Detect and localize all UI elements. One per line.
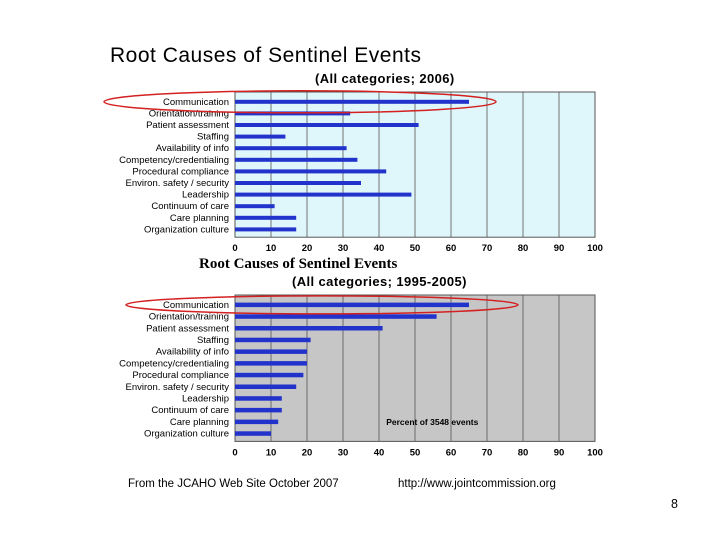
category-label: Care planning: [169, 416, 229, 428]
bar-staffing: [235, 135, 285, 139]
x-tick-label: 30: [337, 447, 349, 459]
x-tick-label: 40: [373, 447, 385, 459]
x-tick-label: 80: [517, 447, 529, 459]
x-tick-label: 0: [232, 243, 238, 255]
category-label: Care planning: [169, 212, 229, 224]
x-tick-label: 70: [481, 447, 493, 459]
x-tick-label: 60: [445, 243, 457, 255]
bar-continuum-of-care: [235, 204, 275, 208]
chart-1995-2005-subtitle: (All categories; 1995-2005): [292, 274, 467, 289]
x-tick-label: 100: [587, 447, 603, 459]
x-tick-label: 80: [517, 243, 529, 255]
category-label: Patient assessment: [146, 323, 229, 335]
category-label: Organization culture: [143, 428, 229, 440]
bar-environ-safety-security: [235, 181, 361, 185]
chart-2006: [70, 86, 610, 255]
bar-organization-culture: [235, 431, 271, 436]
bar-availability-of-info: [235, 349, 307, 354]
category-label: Competency/credentialing: [119, 358, 229, 370]
bar-environ-safety-security: [235, 385, 296, 390]
page-number: 8: [671, 497, 678, 511]
bar-communication: [235, 303, 469, 308]
category-label: Environ. safety / security: [125, 381, 229, 393]
bar-procedural-compliance: [235, 373, 303, 378]
category-label: Procedural compliance: [132, 370, 229, 382]
category-label: Continuum of care: [151, 405, 229, 417]
annotation-label: Percent of 3548 events: [386, 416, 479, 427]
category-label: Orientation/training: [148, 108, 229, 120]
bar-care-planning: [235, 216, 296, 220]
bar-organization-culture: [235, 227, 296, 231]
slide-title: Root Causes of Sentinel Events: [110, 44, 422, 67]
x-tick-label: 60: [445, 447, 457, 459]
category-label: Leadership: [181, 393, 229, 405]
category-label: Availability of info: [155, 143, 229, 155]
footer-url-link[interactable]: http://www.jointcommission.org: [398, 478, 556, 490]
x-tick-label: 50: [409, 447, 421, 459]
x-tick-label: 100: [587, 243, 603, 255]
category-label: Staffing: [196, 334, 229, 346]
x-tick-label: 90: [553, 447, 565, 459]
x-tick-label: 10: [265, 447, 277, 459]
x-tick-label: 20: [301, 243, 313, 255]
x-tick-label: 70: [481, 243, 493, 255]
category-label: Availability of info: [155, 346, 229, 358]
bar-availability-of-info: [235, 146, 347, 150]
category-label: Staffing: [196, 131, 229, 143]
bar-patient-assessment: [235, 123, 419, 127]
bar-communication: [235, 100, 469, 104]
bar-staffing: [235, 338, 311, 343]
category-label: Communication: [163, 96, 229, 108]
category-label: Procedural compliance: [132, 166, 229, 178]
bar-leadership: [235, 193, 411, 197]
footer-source: From the JCAHO Web Site October 2007: [128, 478, 339, 490]
bar-continuum-of-care: [235, 408, 282, 413]
category-label: Patient assessment: [146, 120, 229, 131]
bar-patient-assessment: [235, 326, 383, 331]
category-label: Leadership: [181, 189, 229, 201]
category-label: Organization culture: [143, 224, 229, 236]
x-tick-label: 90: [553, 243, 565, 255]
bar-procedural-compliance: [235, 169, 386, 173]
chart-1995-2005: [70, 289, 610, 457]
x-tick-label: 10: [265, 243, 277, 255]
category-label: Continuum of care: [151, 201, 229, 213]
bar-leadership: [235, 396, 282, 401]
bar-competency-credentialing: [235, 158, 357, 162]
bar-competency-credentialing: [235, 361, 307, 366]
x-tick-label: 50: [409, 243, 421, 255]
x-tick-label: 20: [301, 447, 313, 459]
bar-care-planning: [235, 420, 278, 425]
bar-orientation-training: [235, 314, 437, 319]
chart-2006-subtitle: (All categories; 2006): [315, 71, 455, 86]
category-label: Orientation/training: [148, 311, 229, 323]
category-label: Environ. safety / security: [125, 178, 229, 189]
x-tick-label: 0: [232, 447, 238, 459]
x-tick-label: 30: [337, 243, 349, 255]
chart-1995-2005-title: Root Causes of Sentinel Events: [199, 256, 398, 272]
x-tick-label: 40: [373, 243, 385, 255]
category-label: Competency/credentialing: [119, 154, 229, 166]
category-label: Communication: [163, 299, 229, 311]
